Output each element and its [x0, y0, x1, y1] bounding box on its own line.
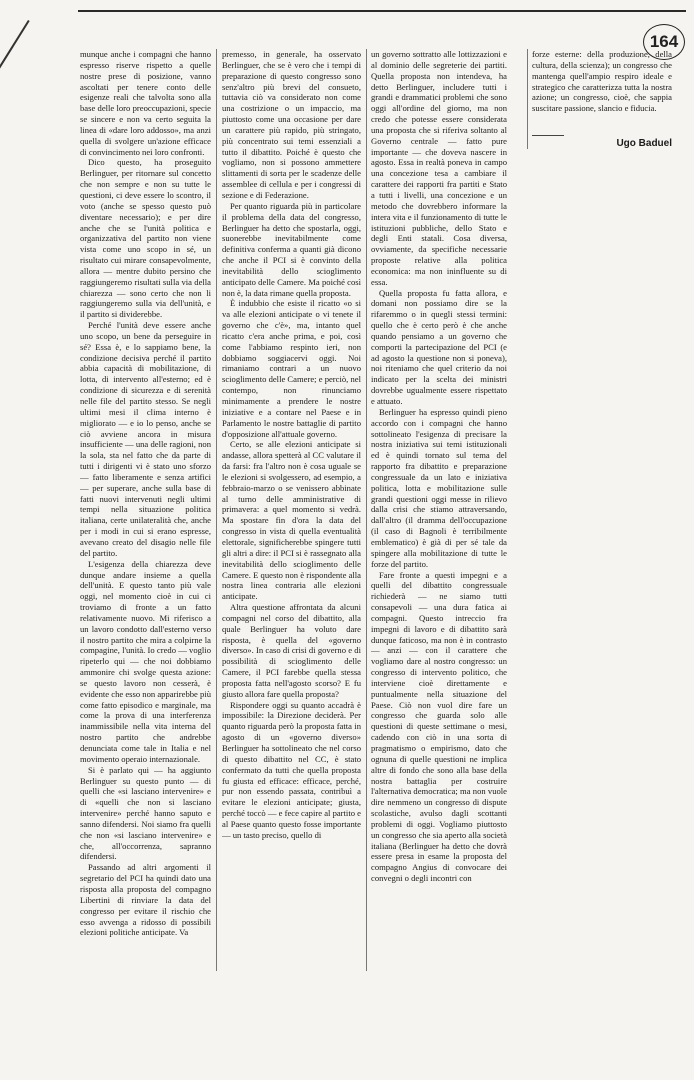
top-rule — [78, 10, 686, 12]
paragraph: forze esterne: della produzione, della cultura, della scienza); un congresso che mantenga quell'ampio respiro ideale e strategico che caratterizza tutta la nostra azione; un congresso, cioè, che sappia suscitare passione, slancio e fiducia. — [532, 49, 672, 114]
paragraph: È indubbio che esiste il ricatto «o si va alle elezioni anticipate o vi tenete il governo che c'è», ma, intanto quel ricatto c'era anche prima, e poi, così come l'abbiamo respinto ieri, non dobbiamo soggiacervi oggi. Noi rimaniamo contrari a un nuovo scioglimento delle Camere; e perciò, nel contempo, non rinunciamo minimamente a prendere le nostre iniziative e a contare nel Paese e in Parlamento le nostre battaglie di partito d'opposizione all'attuale governo. — [222, 298, 361, 439]
paragraph: Rispondere oggi su quanto accadrà è impossibile: la Direzione deciderà. Per quanto riguarda però la proposta fatta in agosto di un «governo diverso» Berlinguer ha sottolineato che nel corso di questo dibattito nel CC, è stato confermato da tutti che quella proposta fu giusta ed efficace: efficace, perché, pur non essendo passata, contribuì a evitare le elezioni anticipate; giusta, perché toccò — e fece capire al partito e al Paese quanto questo fosse importante — un tasto preciso, quello di — [222, 699, 361, 840]
column-divider — [527, 49, 528, 149]
article-column-4 — [532, 49, 672, 139]
paragraph: un governo sottratto alle lottizzazioni e al dominio delle segreterie dei partiti. Quella proposta non intendeva, ha detto Berlinguer, includere tutti i grandi e drammatici problemi che sono oggi all'ordine del giorno, ma non credo che potesse essere considerata una proposta che si riferiva soltanto al Governo centrale — fatto pure importante — che doveva nascere in agosto. Essa in realtà poneva in campo una concezione tesa a cambiare il carattere dei rapporti fra partiti e Stato a tutti i livelli, una concezione e un metodo che dovrebbero informare la intera vita e il funzionamento di tutte le istituzioni pubbliche, dello Stato e degli Enti statali. Cosa diversa, ovviamente, da specifiche necessarie proposte relative alla politica economica: ma non ininfluente su di essa. — [371, 49, 507, 287]
paragraph: Fare fronte a questi impegni e a quelli del dibattito congressuale richiederà — ne siamo tutti consapevoli — una dura fatica ai compagni. Questo intreccio fra impegni di lavoro e di dibattito sarà dunque faticoso, ma non è in contrasto — anzi — con il carattere che vogliamo dare al nostro congresso: un congresso di intervento politico, che interviene cioè direttamente e puntualmente nella situazione del Paese. Ciò non vuol dire fare un congresso che guarda solo alle questioni di queste settimane o mesi, cadendo con ciò in una sorta di pragmatismo o empirismo, dato che ognuna di quelle questioni ne implica altre di fondo che sono alla base della nostra battaglia per costruire l'alternativa democratica; ma non vuole dire nemmeno un congresso di dispute scolastiche, avulso dagli scottanti problemi di oggi. Vogliamo piuttosto un congresso che sia aperto alla società italiana (Berlinguer ha detto che dovrà essere presa in esame la proposta del compagno Angius di convocare dei convegni o degli incontri con — [371, 569, 507, 884]
article-column-3 — [371, 49, 507, 971]
article-column-2 — [222, 49, 361, 971]
paragraph: Per quanto riguarda più in particolare il problema della data del congresso, Berlinguer ha detto che spostarla, oggi, suonerebbe inevitabilmente come definitiva conferma a quanti già dicono che anche il PCI si è convinto della inevitabilità dello scioglimento anticipato delle Camere. Ma poiché così non è, la data rimane quella proposta. — [222, 200, 361, 298]
paragraph: premesso, in generale, ha osservato Berlinguer, che se è vero che i tempi di preparazione di questo congresso sono senz'altro più brevi del consueto, tuttavia ciò va considerato non come una costrizione o un impaccio, ma piuttosto come una occasione per dare un carattere più rapido, più stringato, più concentrato sui temi essenziali a tutto il dibattito. Poiché è questo che vogliamo, non si possono ammettere slittamenti di sorta per le scadenze delle assemblee di cellula e per i congressi di sezione e di Federazione. — [222, 49, 361, 200]
pen-mark — [0, 20, 30, 80]
page-number: 164 — [643, 24, 685, 60]
paragraph: Perché l'unità deve essere anche uno scopo, un bene da perseguire in sé? Essa è, e lo sappiamo bene, la condizione decisiva perché il partito abbia capacità di mobilitazione, di lotta, di intervento all'esterno; ed è condizione di sicurezza e di serenità nelle file del partito stesso. Se negli ultimi mesi il clima interno è migliorato — e io lo penso, anche se ciò avviene ancora in misura insufficiente — una delle ragioni, non la sola, sta nel fatto che da parte di tutti i dirigenti vi è stato uno sforzo — fatto liberamente e senza artifici — per superare, anche sulla base di fatti nuovi intervenuti negli ultimi tempi nella situazione politica italiana, certe unilateralità che, anche per i modi in cui si erano espresse, avevano creato del disagio nelle file del partito. — [80, 320, 211, 558]
paragraph: Altra questione affrontata da alcuni compagni nel corso del dibattito, alla quale Berlinguer ha voluto dare risposta, è quella del «governo diverso». In caso di crisi di governo e di possibilità di scioglimento delle Camere, il PCI farebbe quella stessa proposta fatta nell'agosto scorso? E fu giusto allora fare quella proposta? — [222, 602, 361, 699]
byline-rule — [532, 135, 564, 136]
paragraph: Quella proposta fu fatta allora, e domani non possiamo dire se la rifaremmo o in quegli stessi termini: quello che è certo però è che anche quando pensiamo a un governo che comporti la partecipazione del PCI (e ad agosto la questione non si poneva), noi riteniamo che quel criterio da noi indicato per la scelta dei ministri dovrebbe ugualmente essere rispettato e attuato. — [371, 287, 507, 406]
column-divider — [366, 49, 367, 971]
paragraph: Certo, se alle elezioni anticipate si andasse, allora spetterà al CC valutare il da farsi: fra l'altro non è cosa uguale se le elezioni si svolgessero, ad esempio, a febbraio-marzo o se venissero abbinate al turno delle amministrative di primavera: a quel momento si vedrà. Ma spostare fin d'ora la data del congresso in vista di quella eventualità elettorale, significherebbe spingere tutti gli altri a dire: il PCI si è rassegnato alla inevitabilità dello scioglimento delle Camere. E questo non è rispondente alla nostra linea contraria alle elezioni anticipate. — [222, 439, 361, 602]
paragraph: L'esigenza della chiarezza deve dunque andare insieme a quella dell'unità. E questo tanto più vale oggi, nel momento cioè in cui ci troviamo di fronte a un fatto relativamente nuovo. Mi riferisco a un lavoro condotto dall'esterno verso il nostro partito che mira a colpirne la compagine, l'unità. Io credo — voglio ripeterlo qui — che noi dobbiamo ammonire chi svolge questa azione: se questo lavoro non cesserà, è evidente che esso non apparirebbe più come fatto episodico e marginale, ma come la prova di una interferenza inammissibile nella vita interna del nostro partito che andrebbe denunciata come tale in Italia e nel movimento operaio internazionale. — [80, 558, 211, 764]
paragraph: Si è parlato qui — ha aggiunto Berlinguer su questo punto — di quelli che «si lasciano intervenire» e di «quelli che non si lasciano intervenire» perché hanno saputo e sanno difendersi. Noi siamo fra quelli che non «si lasciano intervenire» e che, all'occorrenza, sapranno difendersi. — [80, 764, 211, 862]
author-byline: Ugo Baduel — [616, 138, 672, 149]
article-column-1 — [80, 49, 211, 979]
paragraph: Passando ad altri argomenti il segretario del PCI ha quindi dato una risposta alla proposta del compagno Libertini di rinviare la data del congresso per evitare il rischio che esso avvenga a ridosso di possibili elezioni politiche anticipate. Va — [80, 862, 211, 938]
paragraph: Berlinguer ha espresso quindi pieno accordo con i compagni che hanno sottolineato l'esigenza di precisare la nostra iniziativa sui temi istituzionali ed è quindi tornato sul tema del rapporto fra dibattito e preparazione congressuale da un lato e iniziativa politica, lotta e mobilitazione sulle grandi questioni oggi messe in rilievo dalla crisi che stiamo attraversando, dall'altro (il dramma dell'occupazione (il caso di Bagnoli è terribilmente emblematico) è già di per sé tale da spingere alla mobilitazione di tutte le forze del partito. — [371, 406, 507, 569]
paragraph: munque anche i compagni che hanno espresso riserve rispetto a quelle nostre prese di posizione, vanno ascoltati per tenere conto delle esigenze reali che talvolta sono alla base delle loro preoccupazioni, specie se sincere e non va certo seguita la linea di «dare loro addosso», ma anzi quella di svolgere un'azione efficace di convincimento nei loro confronti. — [80, 49, 211, 157]
paragraph: Dico questo, ha proseguito Berlinguer, per ritornare sul concetto che non sempre e non su tutte le questioni, ci deve essere lo scontro, il voto (anche se spesso questo può diventare necessario); e per dire anche che se l'unità politica e organizzativa del partito non viene vista come uno scopo in sé, un risultato cui mirare consapevolmente, allora — mentre dubito persino che raggiungeremo risultati sulla via della chiarezza — sono certo che non li raggiungeremo sulla via dell'unità, e il partito si dividerebbe. — [80, 157, 211, 320]
column-divider — [216, 49, 217, 971]
